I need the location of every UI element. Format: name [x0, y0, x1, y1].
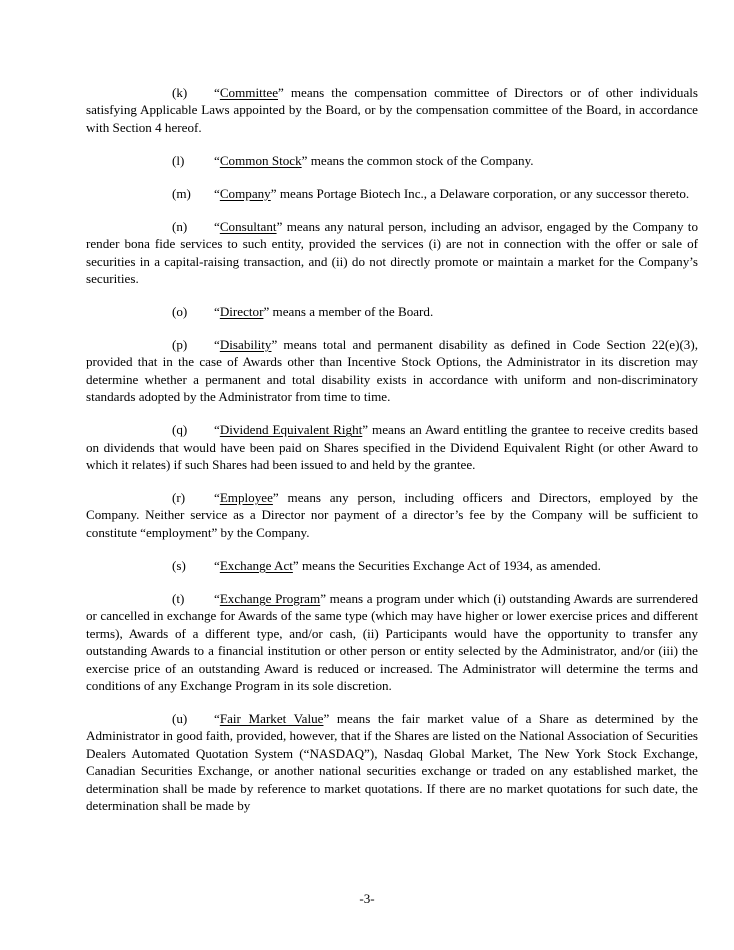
definition-text: ” means any person, including officers and Directors, employed by the Company. Neither service as a Director nor payment of a director’s fee by the Company will be sufficient to constitute “employment” by the Company.	[86, 490, 698, 540]
definition-text: ” means any natural person, including an advisor, engaged by the Company to render bona fide services to such entity, provided the services (i) are not in connection with the offer or sale of securities in a capital-raising transaction, and (ii) do not directly promote or maintain a market for the Company’s securities.	[86, 218, 698, 287]
open-quote: “	[214, 422, 220, 438]
definition-q	[86, 421, 698, 473]
defined-term: Common Stock	[219, 152, 302, 168]
definition-p	[86, 336, 698, 406]
defined-term: Employee	[219, 490, 273, 506]
definition-text: ” means total and permanent disability as defined in Code Section 22(e)(3), provided that in the case of Awards other than Incentive Stock Options, the Administrator in its discretion may determine whether a permanent and total disability exists in accordance with uniform and non-discriminatory standards adopted by the Administrator from time to time.	[86, 337, 698, 405]
definition-label: (t)	[172, 590, 185, 606]
definition-n	[86, 218, 698, 288]
definition-text: ” means the Securities Exchange Act of 1934, as amended.	[292, 557, 601, 573]
open-quote: “	[214, 490, 220, 506]
definition-u	[86, 710, 698, 814]
defined-term: Committee	[219, 85, 278, 100]
definition-m	[86, 185, 698, 202]
definition-label: (u)	[172, 710, 188, 726]
definition-o	[86, 303, 698, 320]
definition-label: (n)	[172, 218, 188, 234]
definition-label: (s)	[172, 557, 186, 573]
open-quote: “	[214, 218, 220, 234]
defined-term: Dividend Equivalent Right	[219, 422, 363, 438]
definition-r	[86, 489, 698, 541]
open-quote: “	[214, 557, 220, 573]
open-quote: “	[214, 152, 220, 168]
defined-term: Disability	[219, 337, 272, 353]
document-page	[86, 84, 698, 830]
definition-l	[86, 152, 698, 169]
definition-label: (r)	[172, 490, 186, 506]
defined-term: Consultant	[219, 218, 277, 234]
open-quote: “	[214, 337, 220, 353]
definition-t	[86, 590, 698, 694]
definition-label: (q)	[172, 422, 188, 438]
open-quote: “	[214, 85, 220, 100]
defined-term: Director	[219, 304, 264, 320]
definition-label: (p)	[172, 337, 188, 353]
defined-term: Exchange Program	[219, 590, 321, 606]
definition-label: (o)	[172, 304, 188, 320]
definition-label: (l)	[172, 152, 185, 168]
definition-text: ” means the common stock of the Company.	[301, 152, 534, 168]
definition-text: ” means the fair market value of a Share as determined by the Administrator in good faith, provided, however, that if the Shares are listed on the National Association of Securities Dealers Automated Quotation System (“NASDAQ”), Nasdaq Global Market, The New York Stock Exchange, Canadian Securities Exchange, or another national securities exchange or traded on any established market, the determination shall be made by reference to market quotations. If there are no market quotations for such date, the determination shall be made by	[86, 710, 699, 813]
definition-text: ” means the compensation committee of Directors or of other individuals satisfying Applicable Laws appointed by the Board, or by the compensation committee of the Board, in accordance with Section 4 hereof.	[86, 85, 698, 135]
defined-term: Fair Market Value	[219, 710, 324, 726]
defined-term: Exchange Act	[219, 557, 293, 573]
open-quote: “	[214, 304, 220, 320]
definition-text: ” means an Award entitling the grantee to receive credits based on dividends that would have been paid on Shares specified in the Dividend Equivalent Right (or other Award to which it relates) if such Shares had been issued to and held by the grantee.	[86, 422, 698, 473]
definition-label: (k)	[172, 85, 188, 100]
definition-label: (m)	[172, 185, 191, 201]
definition-text: ” means a program under which (i) outstanding Awards are surrendered or cancelled in exchange for Awards of the same type (which may have higher or lower exercise prices and different terms), Awards of a different type, and/or cash, (ii) Participants would have the opportunity to transfer any outstanding Awards to a financial institution or other person or entity selected by the Administrator, and/or (iii) the exercise price of an outstanding Award is reduced or increased. The Administrator will determine the terms and conditions of any Exchange Program in its sole discretion.	[86, 590, 698, 693]
page-number: -3-	[359, 891, 375, 906]
definition-text: ” means a member of the Board.	[263, 304, 434, 320]
defined-term: Company	[219, 185, 271, 201]
definition-text: ” means Portage Biotech Inc., a Delaware corporation, or any successor thereto.	[270, 185, 690, 201]
definition-s	[86, 557, 698, 574]
definition-k	[86, 84, 698, 136]
open-quote: “	[214, 710, 220, 726]
open-quote: “	[214, 185, 220, 201]
open-quote: “	[214, 590, 220, 606]
